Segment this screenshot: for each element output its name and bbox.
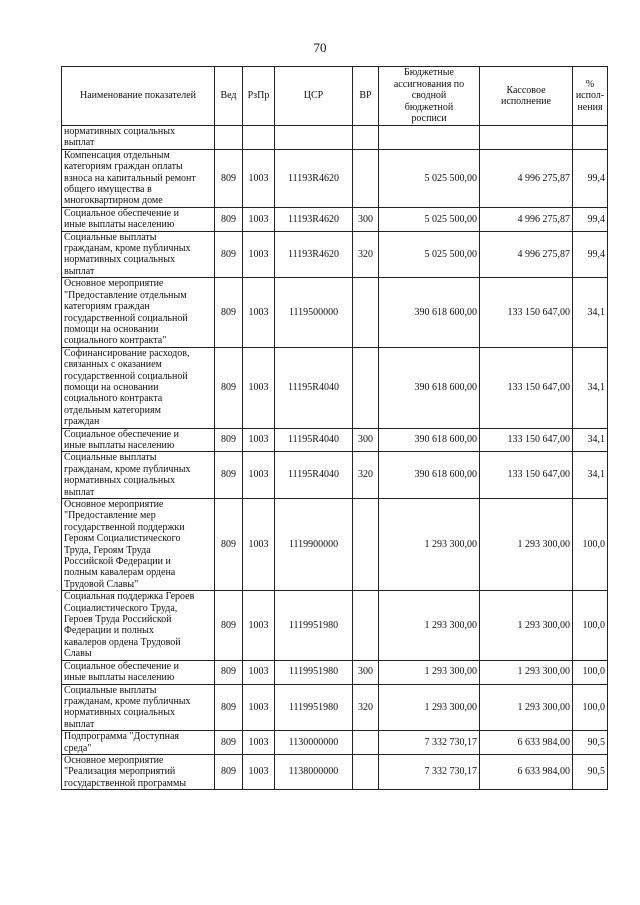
cell-name-line: помощи на основании bbox=[64, 323, 159, 335]
cell-budget: 1 293 300,00 bbox=[379, 660, 480, 684]
cell-cash: 1 293 300,00 bbox=[480, 591, 573, 660]
cell-name-line: кавалеров ордена Трудовой bbox=[64, 636, 181, 648]
cell-csr: 1119951980 bbox=[275, 684, 353, 731]
cell-name-line: социального контракта" bbox=[64, 335, 167, 347]
cell-name-line: категориям граждан оплаты bbox=[64, 161, 183, 173]
cell-budget: 1 293 300,00 bbox=[379, 684, 480, 731]
cell-name-line: Труда, Героям Труда bbox=[64, 544, 151, 556]
cell-name-line: помощи на основании bbox=[64, 381, 159, 393]
cell-csr: 11193R4620 bbox=[275, 149, 353, 207]
header-budget-line: Бюджетные bbox=[404, 67, 454, 79]
cell-rzpr: 1003 bbox=[243, 347, 275, 428]
table-row bbox=[62, 591, 608, 660]
header-cash-line: Кассовое bbox=[506, 84, 546, 96]
cell-name-line: граждан bbox=[64, 416, 100, 428]
cell-pct: 34,1 bbox=[573, 452, 608, 499]
cell-ved: 809 bbox=[215, 684, 243, 731]
cell-name-line: Основное мероприятие bbox=[64, 754, 164, 766]
cell-ved: 809 bbox=[215, 499, 243, 591]
cell-ved: 809 bbox=[215, 149, 243, 207]
cell-vr bbox=[353, 499, 379, 591]
cell-rzpr: 1003 bbox=[243, 754, 275, 789]
header-pct-line: испол- bbox=[575, 90, 605, 102]
cell-name bbox=[62, 278, 215, 347]
cell-csr: 1119900000 bbox=[275, 499, 353, 591]
cell-name-line: Основное мероприятие bbox=[64, 278, 164, 290]
header-rzpr: РзПр bbox=[243, 67, 275, 126]
cell-cash: 1 293 300,00 bbox=[480, 660, 573, 684]
cell-name-line: выплат bbox=[64, 265, 95, 277]
cell-budget: 390 618 600,00 bbox=[379, 278, 480, 347]
table-row bbox=[62, 347, 608, 428]
cell-csr: 1119951980 bbox=[275, 591, 353, 660]
cell-name-line: многоквартирном доме bbox=[64, 195, 163, 207]
cell-rzpr: 1003 bbox=[243, 428, 275, 452]
cell-pct: 90,5 bbox=[573, 754, 608, 789]
cell-vr bbox=[353, 149, 379, 207]
cell-pct: 34,1 bbox=[573, 278, 608, 347]
cell-cash: 6 633 984,00 bbox=[480, 731, 573, 755]
cell-name-line: Социальное обеспечение и bbox=[64, 428, 179, 440]
cell-name bbox=[62, 231, 215, 278]
cell-name bbox=[62, 684, 215, 731]
header-vr: ВР bbox=[353, 67, 379, 126]
cell-csr: 1119951980 bbox=[275, 660, 353, 684]
cell-vr: 300 bbox=[353, 207, 379, 231]
table-row bbox=[62, 126, 608, 150]
cell-name-line: нормативных социальных bbox=[64, 254, 175, 266]
cell-name-line: среда" bbox=[64, 742, 92, 754]
cell-cash: 4 996 275,87 bbox=[480, 207, 573, 231]
cell-budget: 1 293 300,00 bbox=[379, 591, 480, 660]
cell-name-line: Российской Федерации и bbox=[64, 556, 171, 568]
cell-vr bbox=[353, 126, 379, 150]
cell-ved: 809 bbox=[215, 591, 243, 660]
cell-budget: 1 293 300,00 bbox=[379, 499, 480, 591]
cell-name-line: Героям Социалистического bbox=[64, 533, 181, 545]
cell-budget: 5 025 500,00 bbox=[379, 149, 480, 207]
cell-name-line: "Предоставление отдельным bbox=[64, 289, 187, 301]
cell-cash: 1 293 300,00 bbox=[480, 684, 573, 731]
cell-name-line: иные выплаты населению bbox=[64, 439, 175, 451]
cell-vr: 320 bbox=[353, 684, 379, 731]
table-row bbox=[62, 207, 608, 231]
budget-execution-table bbox=[61, 66, 608, 790]
cell-pct: 99,4 bbox=[573, 207, 608, 231]
cell-name-line: Подпрограмма "Доступная bbox=[64, 731, 180, 743]
cell-pct: 34,1 bbox=[573, 347, 608, 428]
cell-name-line: Героев Труда Российской bbox=[64, 614, 172, 626]
page-number: 70 bbox=[313, 40, 327, 55]
cell-budget: 390 618 600,00 bbox=[379, 452, 480, 499]
cell-name-line: выплат bbox=[64, 486, 95, 498]
header-budget-line: ассигнования по bbox=[393, 78, 465, 90]
header-pct bbox=[573, 67, 608, 126]
cell-cash: 133 150 647,00 bbox=[480, 452, 573, 499]
table-row bbox=[62, 660, 608, 684]
table-row bbox=[62, 149, 608, 207]
cell-rzpr: 1003 bbox=[243, 499, 275, 591]
cell-vr bbox=[353, 278, 379, 347]
cell-ved: 809 bbox=[215, 731, 243, 755]
cell-name-line: Федерации и полных bbox=[64, 625, 154, 637]
cell-ved bbox=[215, 126, 243, 150]
cell-name-line: нормативных социальных bbox=[64, 475, 175, 487]
table-row bbox=[62, 754, 608, 789]
cell-rzpr: 1003 bbox=[243, 207, 275, 231]
cell-cash: 6 633 984,00 bbox=[480, 754, 573, 789]
cell-rzpr: 1003 bbox=[243, 684, 275, 731]
header-cash-line: исполнение bbox=[501, 96, 551, 107]
cell-name-line: Трудовой Славы" bbox=[64, 578, 139, 590]
cell-cash: 133 150 647,00 bbox=[480, 428, 573, 452]
cell-csr: 11195R4040 bbox=[275, 347, 353, 428]
cell-name bbox=[62, 591, 215, 660]
cell-rzpr: 1003 bbox=[243, 731, 275, 755]
cell-name-line: социального контракта bbox=[64, 393, 163, 405]
cell-name-line: выплат bbox=[64, 137, 95, 149]
cell-name-line: Социалистического Труда, bbox=[64, 602, 178, 614]
cell-csr: 1130000000 bbox=[275, 731, 353, 755]
cell-budget: 7 332 730,17 bbox=[379, 754, 480, 789]
cell-budget: 5 025 500,00 bbox=[379, 231, 480, 278]
cell-name bbox=[62, 731, 215, 755]
cell-name-line: "Предоставление мер bbox=[64, 510, 156, 522]
cell-ved: 809 bbox=[215, 428, 243, 452]
cell-name bbox=[62, 207, 215, 231]
header-csr: ЦСР bbox=[275, 67, 353, 126]
cell-cash: 4 996 275,87 bbox=[480, 231, 573, 278]
header-cash bbox=[480, 67, 573, 126]
cell-vr bbox=[353, 731, 379, 755]
cell-rzpr: 1003 bbox=[243, 278, 275, 347]
cell-budget: 5 025 500,00 bbox=[379, 207, 480, 231]
header-budget-line: сводной bbox=[411, 90, 447, 102]
header-budget-line: бюджетной bbox=[404, 101, 454, 113]
cell-pct: 99,4 bbox=[573, 149, 608, 207]
cell-vr bbox=[353, 754, 379, 789]
cell-pct: 90,5 bbox=[573, 731, 608, 755]
cell-rzpr: 1003 bbox=[243, 660, 275, 684]
cell-ved: 809 bbox=[215, 278, 243, 347]
header-ved: Вед bbox=[215, 67, 243, 126]
cell-name-line: Основное мероприятие bbox=[64, 499, 164, 510]
cell-rzpr: 1003 bbox=[243, 231, 275, 278]
table-body bbox=[62, 126, 608, 790]
cell-pct: 100,0 bbox=[573, 660, 608, 684]
cell-name-line: государственной поддержки bbox=[64, 521, 185, 533]
cell-ved: 809 bbox=[215, 207, 243, 231]
cell-name-line: полным кавалерам ордена bbox=[64, 567, 176, 579]
table-row bbox=[62, 428, 608, 452]
cell-name-line: Компенсация отдельным bbox=[64, 149, 170, 161]
table-row bbox=[62, 499, 608, 591]
cell-name bbox=[62, 428, 215, 452]
cell-name-line: иные выплаты населению bbox=[64, 672, 175, 684]
header-pct-line: нения bbox=[577, 101, 603, 113]
cell-csr: 11193R4620 bbox=[275, 207, 353, 231]
cell-vr: 300 bbox=[353, 428, 379, 452]
cell-csr: 1138000000 bbox=[275, 754, 353, 789]
cell-name bbox=[62, 126, 215, 150]
cell-vr: 300 bbox=[353, 660, 379, 684]
cell-name-line: общего имущества в bbox=[64, 184, 152, 196]
cell-ved: 809 bbox=[215, 660, 243, 684]
cell-ved: 809 bbox=[215, 452, 243, 499]
cell-pct: 100,0 bbox=[573, 591, 608, 660]
cell-name-line: Социальное обеспечение и bbox=[64, 207, 179, 219]
header-budget-line: росписи bbox=[411, 113, 447, 125]
cell-name-line: Социальные выплаты bbox=[64, 231, 157, 243]
cell-cash: 133 150 647,00 bbox=[480, 278, 573, 347]
cell-rzpr: 1003 bbox=[243, 591, 275, 660]
cell-name-line: взноса на капитальный ремонт bbox=[64, 172, 196, 184]
header-budget bbox=[379, 67, 480, 126]
cell-name-line: гражданам, кроме публичных bbox=[64, 463, 191, 475]
cell-csr: 11195R4040 bbox=[275, 452, 353, 499]
table-row bbox=[62, 278, 608, 347]
cell-csr: 11193R4620 bbox=[275, 231, 353, 278]
cell-name-line: Социальные выплаты bbox=[64, 452, 157, 464]
cell-budget: 7 332 730,17 bbox=[379, 731, 480, 755]
cell-cash: 1 293 300,00 bbox=[480, 499, 573, 591]
cell-pct: 100,0 bbox=[573, 684, 608, 731]
cell-name-line: отдельным категориям bbox=[64, 404, 161, 416]
header-pct-line: % bbox=[585, 78, 595, 90]
table-header-row bbox=[62, 67, 608, 126]
cell-name-line: связанных с оказанием bbox=[64, 359, 162, 371]
cell-budget: 390 618 600,00 bbox=[379, 347, 480, 428]
cell-name bbox=[62, 660, 215, 684]
cell-vr bbox=[353, 591, 379, 660]
cell-pct: 34,1 bbox=[573, 428, 608, 452]
cell-rzpr: 1003 bbox=[243, 452, 275, 499]
cell-name bbox=[62, 347, 215, 428]
table-row bbox=[62, 231, 608, 278]
cell-cash bbox=[480, 126, 573, 150]
cell-name-line: гражданам, кроме публичных bbox=[64, 243, 191, 255]
cell-pct: 100,0 bbox=[573, 499, 608, 591]
cell-name-line: Софинансирование расходов, bbox=[64, 347, 190, 359]
cell-name bbox=[62, 149, 215, 207]
cell-name-line: Социальное обеспечение и bbox=[64, 660, 179, 672]
cell-name-line: иные выплаты населению bbox=[64, 219, 175, 231]
cell-rzpr: 1003 bbox=[243, 149, 275, 207]
cell-vr bbox=[353, 347, 379, 428]
cell-name bbox=[62, 452, 215, 499]
cell-name-line: государственной социальной bbox=[64, 312, 188, 324]
header-name: Наименование показателей bbox=[62, 67, 215, 126]
cell-pct: 99,4 bbox=[573, 231, 608, 278]
cell-ved: 809 bbox=[215, 347, 243, 428]
table-row bbox=[62, 731, 608, 755]
cell-ved: 809 bbox=[215, 754, 243, 789]
table-row bbox=[62, 452, 608, 499]
cell-ved: 809 bbox=[215, 231, 243, 278]
cell-vr: 320 bbox=[353, 231, 379, 278]
cell-csr: 11195R4040 bbox=[275, 428, 353, 452]
cell-name-line: категориям граждан bbox=[64, 301, 150, 313]
cell-name-line: нормативных социальных bbox=[64, 126, 175, 137]
cell-csr bbox=[275, 126, 353, 150]
cell-cash: 4 996 275,87 bbox=[480, 149, 573, 207]
cell-rzpr bbox=[243, 126, 275, 150]
cell-csr: 1119500000 bbox=[275, 278, 353, 347]
cell-vr: 320 bbox=[353, 452, 379, 499]
cell-name bbox=[62, 754, 215, 789]
cell-name-line: государственной программы bbox=[64, 777, 187, 789]
cell-budget bbox=[379, 126, 480, 150]
cell-name-line: Социальные выплаты bbox=[64, 684, 157, 696]
cell-name bbox=[62, 499, 215, 591]
cell-name-line: гражданам, кроме публичных bbox=[64, 695, 191, 707]
cell-pct bbox=[573, 126, 608, 150]
cell-name-line: государственной социальной bbox=[64, 370, 188, 382]
cell-name-line: Социальная поддержка Героев bbox=[64, 591, 195, 603]
cell-budget: 390 618 600,00 bbox=[379, 428, 480, 452]
cell-name-line: Славы bbox=[64, 648, 92, 660]
table-row bbox=[62, 684, 608, 731]
cell-name-line: нормативных социальных bbox=[64, 707, 175, 719]
cell-cash: 133 150 647,00 bbox=[480, 347, 573, 428]
cell-name-line: выплат bbox=[64, 718, 95, 730]
cell-name-line: "Реализация мероприятий bbox=[64, 766, 176, 778]
